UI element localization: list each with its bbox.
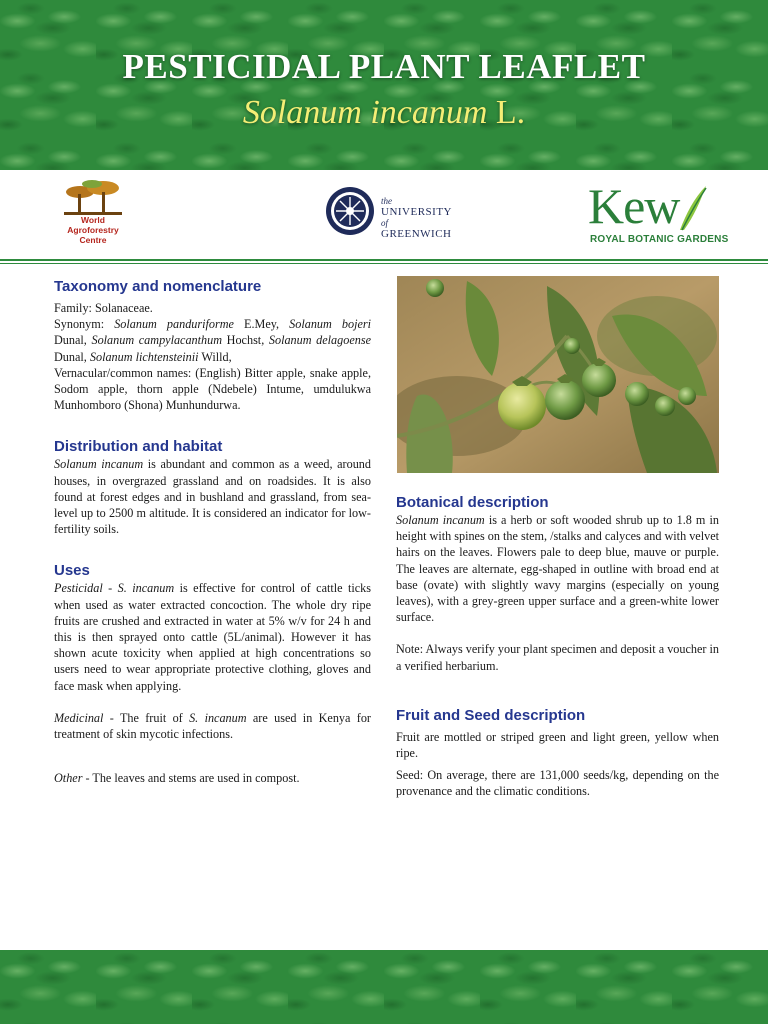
uses-other bbox=[54, 770, 371, 786]
greenwich-seal-logo bbox=[325, 186, 375, 236]
synonym-authority: Dunal, bbox=[54, 333, 92, 348]
botanical-note: Note: Always verify your plant specimen and deposit a voucher in a verified herbarium. bbox=[396, 642, 719, 673]
solanum-fruit-image bbox=[397, 276, 719, 473]
taxonomy-section bbox=[54, 278, 371, 413]
uses-section bbox=[54, 562, 371, 786]
taxonomy-vernacular: Vernacular/common names: (English) Bitter apple, snake apple, Sodom apple, thorn apple (Ndebele) Intume, umdulukwa Munhomboro (Shona) Munhundurwa. bbox=[54, 365, 371, 413]
pesticidal-label: Pesticidal bbox=[54, 581, 103, 596]
distribution-heading: Distribution and habitat bbox=[54, 438, 223, 456]
distribution-body: is abundant and common as a weed, around houses, in overgrazed grassland and on roadsides. It is also found at forest edges and in bushland and grassland, from sea-level up to 2500 m altitude. It is considered an indicator for low-fertility soils. bbox=[54, 457, 371, 537]
medicinal-label: Medicinal bbox=[54, 710, 104, 725]
synonym-name: Solanum bojeri bbox=[289, 317, 371, 332]
icraf-line-2: Agroforestry bbox=[67, 225, 119, 235]
pesticidal-body: is effective for control of cattle ticks when used as water extracted concoction. The whole dry ripe fruits are crushed and extracted in water at 5% w/v for 24 h and this is then sprayed onto cattle (5L/animal). However it has shown acute toxicity when applied at high concentrations so users need to wear appropriate protective clothing, gloves and face mask when applying. bbox=[54, 581, 371, 693]
fruit-text: Fruit are mottled or striped green and light green, yellow when ripe. bbox=[396, 729, 719, 761]
distribution-text bbox=[54, 456, 371, 537]
taxonomy-synonyms bbox=[54, 316, 371, 365]
right-column bbox=[396, 494, 719, 800]
botanical-species: Solanum incanum bbox=[396, 513, 485, 527]
synonym-label: Synonym: bbox=[54, 317, 115, 332]
synonym-name: Solanum delagoense bbox=[268, 333, 371, 348]
synonym-name: Solanum panduriforme bbox=[114, 317, 234, 332]
other-label: Other bbox=[54, 771, 83, 786]
synonym-authority: E.Mey, bbox=[233, 317, 290, 332]
taxonomy-family: Family: Solanaceae. bbox=[54, 301, 153, 315]
medicinal-body: are used in Kenya for treatment of skin mycotic infections. bbox=[54, 710, 371, 742]
distribution-section bbox=[54, 438, 371, 537]
medicinal-species: S. incanum bbox=[189, 710, 247, 725]
botanical-heading: Botanical description bbox=[396, 494, 549, 511]
distribution-species: Solanum incanum bbox=[54, 457, 144, 472]
synonym-authority: Hochst, bbox=[222, 333, 269, 348]
pesticidal-dash: - bbox=[102, 581, 118, 596]
kew-wordmark: Kew bbox=[588, 178, 680, 234]
botanical-text bbox=[396, 512, 719, 625]
greenwich-name: GREENWICH bbox=[381, 228, 452, 240]
icraf-line-3: Centre bbox=[79, 235, 107, 245]
greenwich-of: of bbox=[381, 218, 389, 228]
other-body: - The leaves and stems are used in compost. bbox=[82, 771, 300, 786]
plant-photo bbox=[397, 276, 719, 473]
synonym-name: Solanum campylacanthum bbox=[91, 333, 223, 348]
icraf-label bbox=[52, 215, 134, 245]
uses-heading: Uses bbox=[54, 562, 90, 580]
uses-medicinal bbox=[54, 710, 371, 742]
pesticidal-species: S. incanum bbox=[117, 581, 175, 596]
icraf-line-1: World bbox=[81, 215, 105, 225]
uses-pesticidal bbox=[54, 580, 371, 693]
page-title: PESTICIDAL PLANT LEAFLET bbox=[122, 47, 646, 86]
botanical-body: is a herb or soft wooded shrub up to 1.8 m in height with spines on the stem, /stalks and calyces and with velvet hairs on the leaves. Flowers pale to deep blue, mauve or purple. The leaves are alternate, egg-shaped in outline with broad end at base (ovate) with slightly wavy margins (especially on young leaves), with a grey-green upper surface and a green-white lower surface. bbox=[396, 513, 719, 625]
kew-subtitle: ROYAL BOTANIC GARDENS bbox=[590, 234, 729, 245]
divider-rule-thin bbox=[0, 263, 768, 264]
synonym-authority: Dunal, bbox=[54, 349, 90, 364]
synonym-authority: Willd, bbox=[198, 349, 232, 364]
subtitle-authority: L. bbox=[495, 94, 526, 131]
greenwich-university: UNIVERSITY bbox=[381, 206, 452, 218]
botanical-section bbox=[396, 494, 719, 674]
taxonomy-heading: Taxonomy and nomenclature bbox=[54, 278, 262, 295]
synonym-name: Solanum lichtensteinii bbox=[89, 349, 199, 364]
kew-leaf-icon bbox=[676, 184, 710, 232]
seed-text: Seed: On average, there are 131,000 seeds/kg, depending on the provenance and the climatic conditions. bbox=[396, 768, 719, 799]
fruit-seed-section bbox=[396, 707, 719, 800]
left-column bbox=[54, 278, 371, 786]
greenwich-the: the bbox=[381, 196, 392, 206]
medicinal-dash: - The fruit of bbox=[103, 710, 190, 725]
divider-rule bbox=[0, 259, 768, 261]
species-subtitle bbox=[0, 94, 768, 132]
subtitle-species: Solanum incanum bbox=[242, 94, 488, 131]
footer-leaf-banner bbox=[0, 950, 768, 1024]
fruit-seed-heading: Fruit and Seed description bbox=[396, 706, 586, 724]
greenwich-wordmark bbox=[381, 196, 452, 240]
